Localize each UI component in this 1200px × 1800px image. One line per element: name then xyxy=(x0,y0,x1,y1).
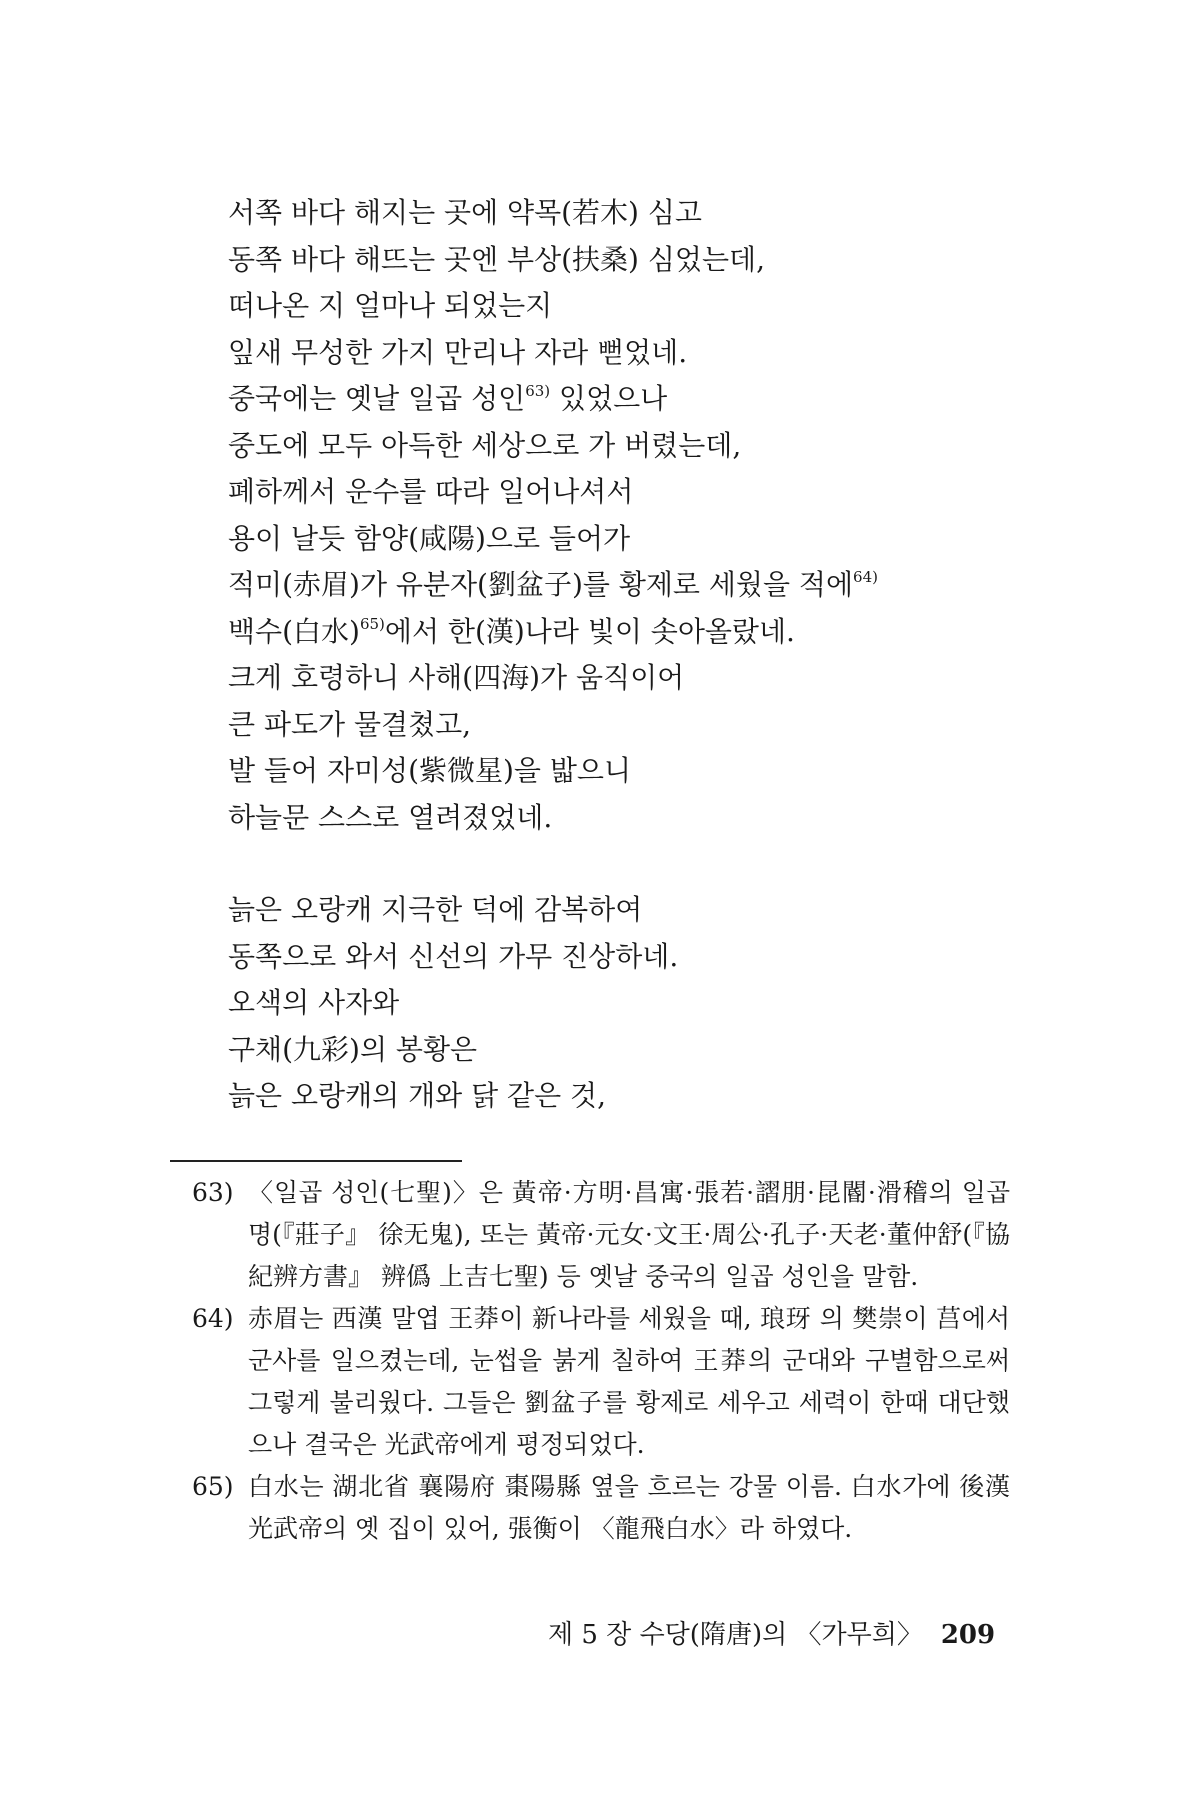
poem-body xyxy=(228,190,1028,1120)
poem-line: 오색의 사자와 xyxy=(228,986,400,1019)
poem-line-text: 적미(赤眉)가 유분자(劉盆子)를 황제로 세웠을 적에 xyxy=(228,568,854,601)
poem-line: 발 들어 자미성(紫微星)을 밟으니 xyxy=(228,754,632,787)
poem-line: 하늘문 스스로 열려졌었네. xyxy=(228,800,553,834)
poem-line: 늙은 오랑캐의 개와 닭 같은 것, xyxy=(228,1079,606,1112)
poem-line: 동쪽으로 와서 신선의 가무 진상하네. xyxy=(228,939,679,973)
poem-line-text: 있었으나 xyxy=(550,382,668,415)
poem-line: 큰 파도가 물결쳤고, xyxy=(228,707,472,741)
poem-line: 동쪽 바다 해뜨는 곳엔 부상(扶桑) 심었는데, xyxy=(228,242,765,276)
poem-line xyxy=(228,562,1028,609)
poem-line: 떠나온 지 얼마나 되었는지 xyxy=(228,289,553,322)
poem-line-text: 백수(白水) xyxy=(228,614,360,648)
poem-line: 구채(九彩)의 봉황은 xyxy=(228,1032,478,1066)
footnote-number: 65) xyxy=(192,1472,234,1501)
poem-line: 중도에 모두 아득한 세상으로 가 버렸는데, xyxy=(228,428,742,462)
poem-line-text: 에서 한(漢)나라 빛이 솟아올랐네. xyxy=(384,614,795,648)
footnote-text: 赤眉는 西漢 말엽 王莽이 新나라를 세웠을 때, 琅玡 의 樊崇이 莒에서 군사를 일으켰는데, 눈썹을 붉게 칠하여 王莽의 군대와 구별함으로써 그렇게 불리웠다. 그들은 劉盆子를 황제로 세우고 세력이 한때 대단했으나 결국은 光武帝에게 평정되었다. xyxy=(248,1304,1010,1459)
footnotes xyxy=(192,1172,1010,1550)
stanza-gap xyxy=(228,841,1028,887)
poem-line: 폐하께서 운수를 따라 일어나셔서 xyxy=(228,475,634,508)
footnote-63 xyxy=(192,1172,1010,1298)
poem-line: 크게 호령하니 사해(四海)가 움직이어 xyxy=(228,661,685,694)
chapter-title: 제 5 장 수당(隋唐)의 〈가무희〉 xyxy=(548,1620,923,1650)
footnote-number: 64) xyxy=(192,1304,234,1333)
footnote-divider xyxy=(170,1160,462,1162)
footnote-ref-65[interactable]: 65) xyxy=(359,614,385,633)
poem-line xyxy=(228,376,1028,423)
footnote-65 xyxy=(192,1466,1010,1550)
poem-line: 늙은 오랑캐 지극한 덕에 감복하여 xyxy=(228,893,643,926)
poem-line: 서쪽 바다 해지는 곳에 약목(若木) 심고 xyxy=(228,196,702,229)
footnote-number: 63) xyxy=(192,1178,234,1207)
poem-line: 잎새 무성한 가지 만리나 자라 뻗었네. xyxy=(228,335,688,369)
footnote-text: 白水는 湖北省 襄陽府 棗陽縣 옆을 흐르는 강물 이름. 白水가에 後漢 光武帝의 옛 집이 있어, 張衡이 〈龍飛白水〉라 하였다. xyxy=(248,1472,1010,1543)
poem-line-text: 중국에는 옛날 일곱 성인 xyxy=(228,382,526,415)
footnote-ref-63[interactable]: 63) xyxy=(525,382,551,400)
poem-line: 용이 날듯 함양(咸陽)으로 들어가 xyxy=(228,521,631,555)
footnote-ref-64[interactable]: 64) xyxy=(853,568,878,586)
footnote-text: 〈일곱 성인(七聖)〉은 黃帝·方明·昌寓·張若·謵朋·昆閽·滑稽의 일곱 명(『莊子』 徐无鬼), 또는 黃帝·元女·文王·周公·孔子·天老·董仲舒(『協紀辨方書』 辨僞 上吉七聖) 등 옛날 중국의 일곱 성인을 말함. xyxy=(248,1178,1010,1291)
page-number: 209 xyxy=(940,1620,996,1650)
poem-line xyxy=(228,609,1028,656)
footnote-64 xyxy=(192,1298,1010,1466)
running-footer xyxy=(548,1614,1008,1651)
